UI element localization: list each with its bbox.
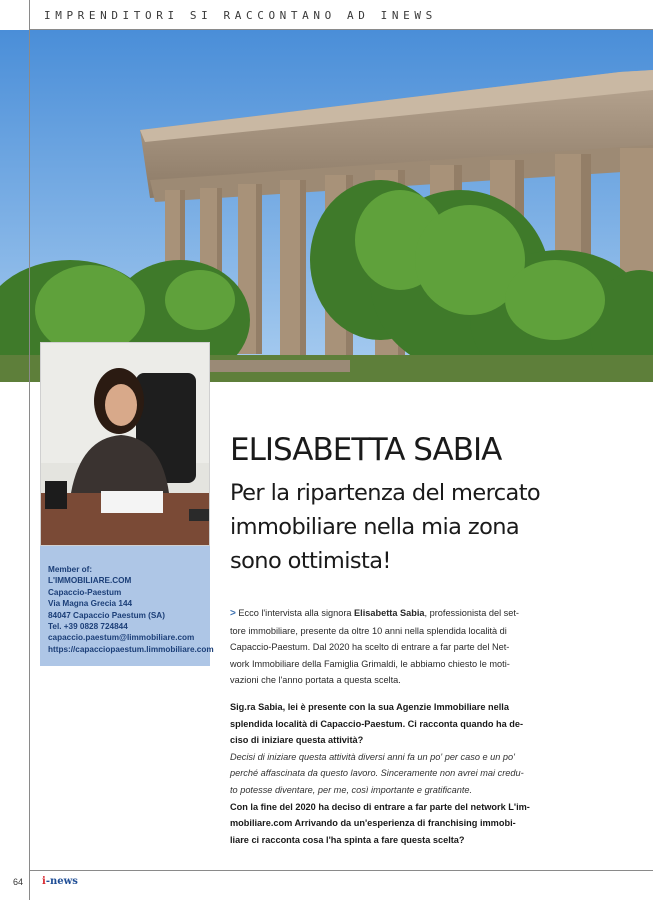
answer-line: Decisi di iniziare questa attività diversi anni fa un po' per caso e un po' bbox=[230, 751, 515, 762]
question-line: Con la fine del 2020 ha deciso di entrare a far parte del network L'im- bbox=[230, 801, 530, 812]
intro-text: Ecco l'intervista alla signora bbox=[238, 608, 355, 618]
answer-line: perché affascinata da questo lavoro. Sinceramente non avrei mai credu- bbox=[230, 768, 524, 779]
section-title: IMPRENDITORI SI RACCONTANO AD INEWS bbox=[44, 9, 437, 22]
answer-line: to potesse diventare, per me, così importante e gratificante. bbox=[230, 784, 473, 795]
left-margin-rule bbox=[29, 0, 30, 900]
page-number: 64 bbox=[13, 877, 24, 887]
contact-company: L'IMMOBILIARE.COM bbox=[48, 576, 132, 586]
portrait-photo bbox=[40, 342, 210, 546]
portrait-illustration bbox=[41, 343, 210, 546]
question-line: liare ci racconta cosa l'ha spinta a fare questa scelta? bbox=[230, 834, 465, 845]
hero-image-temple bbox=[0, 30, 653, 382]
contact-address: Via Magna Grecia 144 bbox=[48, 599, 133, 609]
intro-text: Capaccio-Paestum. Dal 2020 ha scelto di entrare a far parte del Net- bbox=[230, 642, 510, 653]
contact-city: Capaccio-Paestum bbox=[48, 587, 122, 597]
question-2 bbox=[230, 799, 630, 849]
inews-logo bbox=[42, 876, 78, 887]
subtitle-line: sono ottimista! bbox=[230, 548, 391, 574]
article-subtitle bbox=[230, 476, 630, 578]
logo-i: i bbox=[42, 876, 46, 887]
header-band bbox=[0, 0, 653, 30]
temple-illustration bbox=[0, 30, 653, 382]
question-1 bbox=[230, 699, 630, 749]
question-line: splendida località di Capaccio-Paestum. Ci racconta quando ha de- bbox=[230, 718, 524, 729]
intro-text: , professionista del set- bbox=[424, 608, 519, 618]
intro-text: vazioni che l'anno portata a questa scelta. bbox=[230, 675, 401, 686]
interview-body bbox=[230, 699, 630, 848]
intro-paragraph bbox=[230, 605, 630, 689]
intro-text: work Immobiliare della Famiglia Grimaldi, le abbiamo chiesto le moti- bbox=[230, 658, 510, 669]
subtitle-line: Per la ripartenza del mercato bbox=[230, 480, 541, 506]
question-line: ciso di iniziare questa attività? bbox=[230, 735, 364, 746]
chevron-right-icon: > bbox=[230, 608, 236, 619]
footer-rule bbox=[30, 870, 653, 871]
answer-1 bbox=[230, 749, 630, 799]
contact-postcode: 84047 Capaccio Paestum (SA) bbox=[48, 610, 165, 620]
question-line: mobiliare.com Arrivando da un'esperienza di franchising immobi- bbox=[230, 818, 516, 829]
contact-phone: Tel. +39 0828 724844 bbox=[48, 622, 128, 632]
contact-member-label: Member of: bbox=[48, 565, 93, 574]
logo-text: -news bbox=[45, 876, 78, 887]
subtitle-line: immobiliare nella mia zona bbox=[230, 514, 520, 540]
question-line: Sig.ra Sabia, lei è presente con la sua Agenzie Immobiliare nella bbox=[230, 702, 509, 712]
article-name: ELISABETTA SABIA bbox=[230, 432, 502, 468]
contact-website[interactable]: https://capacciopaestum.limmobiliare.com bbox=[48, 644, 214, 654]
intro-text: tore immobiliare, presente da oltre 10 anni nella splendida località di bbox=[230, 625, 507, 636]
contact-email[interactable]: capaccio.paestum@limmobiliare.com bbox=[48, 633, 195, 643]
intro-name: Elisabetta Sabia bbox=[354, 608, 425, 618]
contact-box bbox=[40, 546, 214, 666]
